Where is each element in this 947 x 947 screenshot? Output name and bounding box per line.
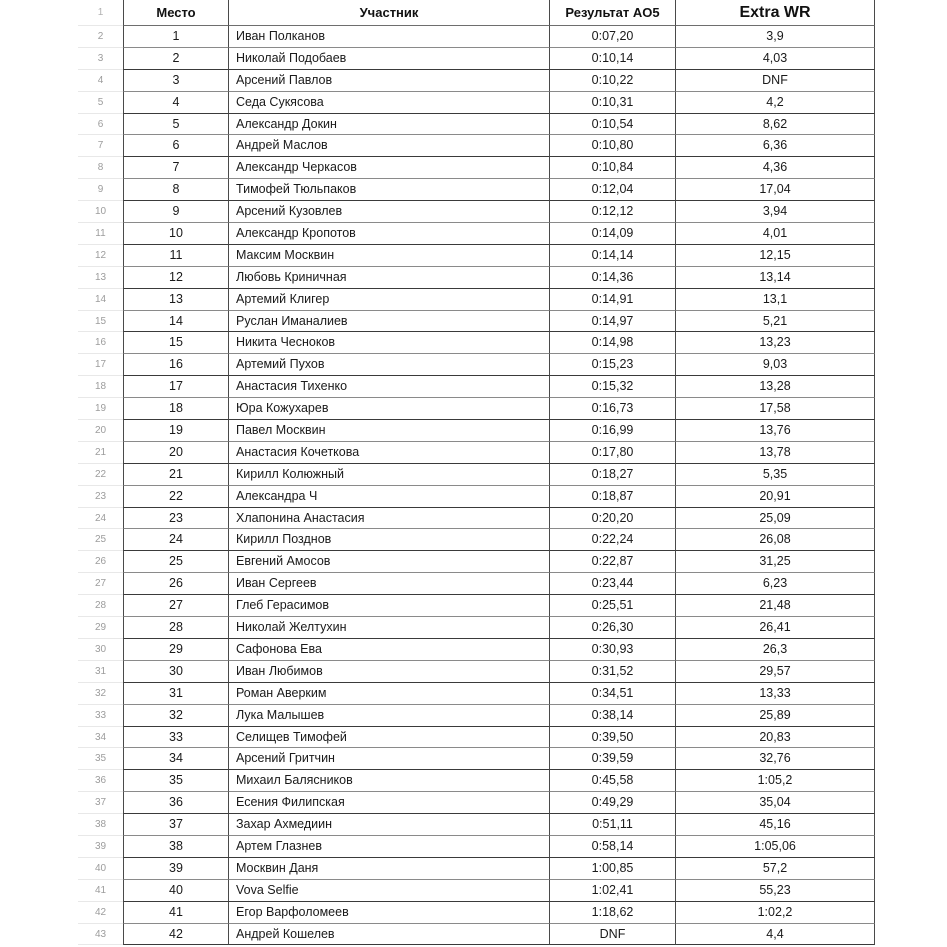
cell-place[interactable]: 13 xyxy=(123,289,229,311)
cell-result[interactable]: 0:26,30 xyxy=(550,617,676,639)
cell-result[interactable]: 0:10,54 xyxy=(550,114,676,136)
row-number-gutter-cell: 41 xyxy=(78,880,123,902)
cell-result[interactable]: 0:14,36 xyxy=(550,267,676,289)
row-number-gutter-cell: 11 xyxy=(78,223,123,245)
cell-result[interactable]: 0:58,14 xyxy=(550,836,676,858)
cell-participant[interactable]: Николай Подобаев xyxy=(229,48,550,70)
cell-result[interactable]: 0:39,59 xyxy=(550,748,676,770)
row-number-gutter-cell: 38 xyxy=(78,814,123,836)
cell-extra-wr[interactable]: 17,58 xyxy=(676,398,875,420)
cell-participant[interactable]: Артемий Клигер xyxy=(229,289,550,311)
cell-place[interactable]: 22 xyxy=(123,486,229,508)
row-number-gutter-cell: 8 xyxy=(78,157,123,179)
cell-result[interactable]: 0:30,93 xyxy=(550,639,676,661)
results-table xyxy=(78,0,876,945)
cell-place[interactable]: 9 xyxy=(123,201,229,223)
row-number-gutter-cell: 43 xyxy=(78,924,123,946)
cell-extra-wr[interactable]: 9,03 xyxy=(676,354,875,376)
cell-participant[interactable]: Иван Любимов xyxy=(229,661,550,683)
cell-participant[interactable]: Тимофей Тюльпаков xyxy=(229,179,550,201)
cell-result[interactable]: 0:38,14 xyxy=(550,705,676,727)
row-number-gutter-cell: 12 xyxy=(78,245,123,267)
row-number-gutter-cell: 40 xyxy=(78,858,123,880)
cell-result[interactable]: 0:14,98 xyxy=(550,332,676,354)
cell-extra-wr[interactable]: 45,16 xyxy=(676,814,875,836)
cell-participant[interactable]: Егор Варфоломеев xyxy=(229,902,550,924)
row-number-gutter-cell: 3 xyxy=(78,48,123,70)
cell-place[interactable]: 18 xyxy=(123,398,229,420)
row-number-gutter-cell: 37 xyxy=(78,792,123,814)
cell-extra-wr[interactable]: 3,94 xyxy=(676,201,875,223)
cell-extra-wr[interactable]: 55,23 xyxy=(676,880,875,902)
cell-place[interactable]: 19 xyxy=(123,420,229,442)
cell-extra-wr[interactable]: 26,08 xyxy=(676,529,875,551)
cell-extra-wr[interactable]: 5,35 xyxy=(676,464,875,486)
cell-extra-wr[interactable]: 32,76 xyxy=(676,748,875,770)
cell-result[interactable]: 0:23,44 xyxy=(550,573,676,595)
row-number-gutter-cell: 6 xyxy=(78,114,123,136)
cell-result[interactable]: 0:16,99 xyxy=(550,420,676,442)
cell-participant[interactable]: Кирилл Колюжный xyxy=(229,464,550,486)
cell-extra-wr[interactable]: 1:05,06 xyxy=(676,836,875,858)
cell-result[interactable]: 0:10,31 xyxy=(550,92,676,114)
cell-place[interactable]: 37 xyxy=(123,814,229,836)
cell-extra-wr[interactable]: 35,04 xyxy=(676,792,875,814)
cell-result[interactable]: 0:14,91 xyxy=(550,289,676,311)
cell-result[interactable]: 0:20,20 xyxy=(550,508,676,530)
cell-extra-wr[interactable]: 5,21 xyxy=(676,311,875,333)
row-number-gutter-cell: 4 xyxy=(78,70,123,92)
cell-place[interactable]: 12 xyxy=(123,267,229,289)
cell-place[interactable]: 23 xyxy=(123,508,229,530)
cell-extra-wr[interactable]: 20,91 xyxy=(676,486,875,508)
row-number-gutter-cell: 24 xyxy=(78,508,123,530)
row-number-gutter-cell: 42 xyxy=(78,902,123,924)
cell-participant[interactable]: Никита Чесноков xyxy=(229,332,550,354)
cell-place[interactable]: 20 xyxy=(123,442,229,464)
cell-participant[interactable]: Захар Ахмедиин xyxy=(229,814,550,836)
cell-result[interactable]: 0:10,84 xyxy=(550,157,676,179)
cell-place[interactable]: 38 xyxy=(123,836,229,858)
cell-place[interactable]: 33 xyxy=(123,727,229,749)
column-header-3[interactable]: Результат AO5 xyxy=(550,0,676,26)
cell-place[interactable]: 26 xyxy=(123,573,229,595)
cell-extra-wr[interactable]: 57,2 xyxy=(676,858,875,880)
cell-participant[interactable]: Александр Черкасов xyxy=(229,157,550,179)
cell-participant[interactable]: Арсений Кузовлев xyxy=(229,201,550,223)
cell-participant[interactable]: Юра Кожухарев xyxy=(229,398,550,420)
row-number-gutter-cell: 9 xyxy=(78,179,123,201)
cell-extra-wr[interactable]: 17,04 xyxy=(676,179,875,201)
cell-extra-wr[interactable]: 4,4 xyxy=(676,924,875,946)
cell-place[interactable]: 34 xyxy=(123,748,229,770)
cell-place[interactable]: 2 xyxy=(123,48,229,70)
cell-participant[interactable]: Vova Selfie xyxy=(229,880,550,902)
cell-participant[interactable]: Селищев Тимофей xyxy=(229,727,550,749)
cell-result[interactable]: 0:15,23 xyxy=(550,354,676,376)
row-number-gutter-cell: 35 xyxy=(78,748,123,770)
cell-place[interactable]: 6 xyxy=(123,135,229,157)
row-number-gutter-cell: 25 xyxy=(78,529,123,551)
cell-place[interactable]: 21 xyxy=(123,464,229,486)
row-number-gutter-cell: 10 xyxy=(78,201,123,223)
cell-extra-wr[interactable]: 1:05,2 xyxy=(676,770,875,792)
row-number-gutter-cell: 14 xyxy=(78,289,123,311)
cell-result[interactable]: 0:45,58 xyxy=(550,770,676,792)
cell-extra-wr[interactable]: 13,76 xyxy=(676,420,875,442)
cell-extra-wr[interactable]: 25,89 xyxy=(676,705,875,727)
cell-place[interactable]: 29 xyxy=(123,639,229,661)
cell-extra-wr[interactable]: 26,41 xyxy=(676,617,875,639)
row-number-gutter-cell: 30 xyxy=(78,639,123,661)
cell-participant[interactable]: Глеб Герасимов xyxy=(229,595,550,617)
row-number-gutter-cell: 2 xyxy=(78,26,123,48)
row-number-gutter-cell: 7 xyxy=(78,135,123,157)
cell-result[interactable]: 0:10,14 xyxy=(550,48,676,70)
cell-extra-wr[interactable]: 4,03 xyxy=(676,48,875,70)
cell-extra-wr[interactable]: 4,2 xyxy=(676,92,875,114)
row-number-gutter-cell: 39 xyxy=(78,836,123,858)
cell-place[interactable]: 30 xyxy=(123,661,229,683)
row-number-gutter-cell: 33 xyxy=(78,705,123,727)
cell-extra-wr[interactable]: 4,36 xyxy=(676,157,875,179)
cell-extra-wr[interactable]: 13,1 xyxy=(676,289,875,311)
cell-extra-wr[interactable]: 8,62 xyxy=(676,114,875,136)
cell-result[interactable]: 1:18,62 xyxy=(550,902,676,924)
cell-place[interactable]: 11 xyxy=(123,245,229,267)
cell-place[interactable]: 32 xyxy=(123,705,229,727)
cell-result[interactable]: 0:17,80 xyxy=(550,442,676,464)
cell-place[interactable]: 4 xyxy=(123,92,229,114)
cell-participant[interactable]: Максим Москвин xyxy=(229,245,550,267)
cell-result[interactable]: 0:15,32 xyxy=(550,376,676,398)
row-number-gutter-cell: 29 xyxy=(78,617,123,639)
cell-place[interactable]: 7 xyxy=(123,157,229,179)
cell-extra-wr[interactable]: 1:02,2 xyxy=(676,902,875,924)
row-number-gutter-cell: 1 xyxy=(78,0,123,26)
row-number-gutter-cell: 13 xyxy=(78,267,123,289)
cell-result[interactable]: 0:12,04 xyxy=(550,179,676,201)
cell-place[interactable]: 1 xyxy=(123,26,229,48)
cell-participant[interactable]: Анастасия Кочеткова xyxy=(229,442,550,464)
cell-result[interactable]: 1:02,41 xyxy=(550,880,676,902)
cell-participant[interactable]: Евгений Амосов xyxy=(229,551,550,573)
row-number-gutter-cell: 22 xyxy=(78,464,123,486)
cell-result[interactable]: 0:14,97 xyxy=(550,311,676,333)
row-number-gutter-cell: 18 xyxy=(78,376,123,398)
cell-participant[interactable]: Москвин Даня xyxy=(229,858,550,880)
cell-place[interactable]: 24 xyxy=(123,529,229,551)
cell-participant[interactable]: Анастасия Тихенко xyxy=(229,376,550,398)
cell-participant[interactable]: Иван Сергеев xyxy=(229,573,550,595)
cell-result[interactable]: 0:10,80 xyxy=(550,135,676,157)
cell-participant[interactable]: Артем Глазнев xyxy=(229,836,550,858)
cell-extra-wr[interactable]: 4,01 xyxy=(676,223,875,245)
row-number-gutter-cell: 36 xyxy=(78,770,123,792)
cell-participant[interactable]: Любовь Криничная xyxy=(229,267,550,289)
row-number-gutter-cell: 19 xyxy=(78,398,123,420)
cell-extra-wr[interactable]: 25,09 xyxy=(676,508,875,530)
cell-participant[interactable]: Сафонова Ева xyxy=(229,639,550,661)
cell-participant[interactable]: Андрей Кошелев xyxy=(229,924,550,946)
cell-participant[interactable]: Руслан Иманалиев xyxy=(229,311,550,333)
cell-participant[interactable]: Артемий Пухов xyxy=(229,354,550,376)
cell-result[interactable]: 0:34,51 xyxy=(550,683,676,705)
cell-place[interactable]: 27 xyxy=(123,595,229,617)
cell-participant[interactable]: Павел Москвин xyxy=(229,420,550,442)
cell-place[interactable]: 28 xyxy=(123,617,229,639)
cell-result[interactable]: 0:22,24 xyxy=(550,529,676,551)
cell-result[interactable]: 0:51,11 xyxy=(550,814,676,836)
cell-participant[interactable]: Роман Аверким xyxy=(229,683,550,705)
cell-participant[interactable]: Арсений Гритчин xyxy=(229,748,550,770)
column-header-4[interactable]: Extra WR xyxy=(676,0,875,26)
cell-place[interactable]: 17 xyxy=(123,376,229,398)
column-header-2[interactable]: Участник xyxy=(229,0,550,26)
cell-extra-wr[interactable]: 6,36 xyxy=(676,135,875,157)
row-number-gutter-cell: 31 xyxy=(78,661,123,683)
cell-participant[interactable]: Александр Докин xyxy=(229,114,550,136)
row-number-gutter-cell: 26 xyxy=(78,551,123,573)
cell-participant[interactable]: Иван Полканов xyxy=(229,26,550,48)
column-header-1[interactable]: Место xyxy=(123,0,229,26)
row-number-gutter-cell: 15 xyxy=(78,311,123,333)
cell-extra-wr[interactable]: 13,33 xyxy=(676,683,875,705)
row-number-gutter-cell: 16 xyxy=(78,332,123,354)
cell-place[interactable]: 41 xyxy=(123,902,229,924)
cell-extra-wr[interactable]: 13,23 xyxy=(676,332,875,354)
cell-result[interactable]: 0:22,87 xyxy=(550,551,676,573)
cell-place[interactable]: 3 xyxy=(123,70,229,92)
cell-place[interactable]: 25 xyxy=(123,551,229,573)
cell-result[interactable]: 0:07,20 xyxy=(550,26,676,48)
cell-result[interactable]: 0:16,73 xyxy=(550,398,676,420)
cell-place[interactable]: 10 xyxy=(123,223,229,245)
cell-place[interactable]: 35 xyxy=(123,770,229,792)
cell-result[interactable]: 0:18,27 xyxy=(550,464,676,486)
cell-place[interactable]: 40 xyxy=(123,880,229,902)
cell-extra-wr[interactable]: 3,9 xyxy=(676,26,875,48)
cell-place[interactable]: 36 xyxy=(123,792,229,814)
cell-place[interactable]: 8 xyxy=(123,179,229,201)
cell-place[interactable]: 5 xyxy=(123,114,229,136)
cell-participant[interactable]: Есения Филипская xyxy=(229,792,550,814)
cell-extra-wr[interactable]: DNF xyxy=(676,70,875,92)
cell-extra-wr[interactable]: 26,3 xyxy=(676,639,875,661)
cell-place[interactable]: 15 xyxy=(123,332,229,354)
cell-result[interactable]: 0:31,52 xyxy=(550,661,676,683)
cell-extra-wr[interactable]: 20,83 xyxy=(676,727,875,749)
cell-result[interactable]: 0:39,50 xyxy=(550,727,676,749)
cell-result[interactable]: 0:14,14 xyxy=(550,245,676,267)
cell-participant[interactable]: Михаил Балясников xyxy=(229,770,550,792)
cell-participant[interactable]: Александр Кропотов xyxy=(229,223,550,245)
cell-participant[interactable]: Арсений Павлов xyxy=(229,70,550,92)
cell-extra-wr[interactable]: 6,23 xyxy=(676,573,875,595)
cell-result[interactable]: 0:18,87 xyxy=(550,486,676,508)
cell-participant[interactable]: Седа Сукясова xyxy=(229,92,550,114)
cell-extra-wr[interactable]: 13,78 xyxy=(676,442,875,464)
cell-result[interactable]: 0:25,51 xyxy=(550,595,676,617)
cell-result[interactable]: 0:12,12 xyxy=(550,201,676,223)
cell-result[interactable]: DNF xyxy=(550,924,676,946)
cell-extra-wr[interactable]: 12,15 xyxy=(676,245,875,267)
cell-result[interactable]: 0:10,22 xyxy=(550,70,676,92)
cell-extra-wr[interactable]: 29,57 xyxy=(676,661,875,683)
cell-place[interactable]: 42 xyxy=(123,924,229,946)
cell-result[interactable]: 0:14,09 xyxy=(550,223,676,245)
row-number-gutter-cell: 20 xyxy=(78,420,123,442)
cell-extra-wr[interactable]: 13,14 xyxy=(676,267,875,289)
row-number-gutter-cell: 28 xyxy=(78,595,123,617)
cell-place[interactable]: 39 xyxy=(123,858,229,880)
cell-participant[interactable]: Лука Малышев xyxy=(229,705,550,727)
cell-result[interactable]: 0:49,29 xyxy=(550,792,676,814)
cell-result[interactable]: 1:00,85 xyxy=(550,858,676,880)
row-number-gutter-cell: 17 xyxy=(78,354,123,376)
row-number-gutter-cell: 27 xyxy=(78,573,123,595)
cell-participant[interactable]: Николай Желтухин xyxy=(229,617,550,639)
cell-participant[interactable]: Кирилл Позднов xyxy=(229,529,550,551)
cell-extra-wr[interactable]: 13,28 xyxy=(676,376,875,398)
row-number-gutter-cell: 23 xyxy=(78,486,123,508)
row-number-gutter-cell: 34 xyxy=(78,727,123,749)
cell-extra-wr[interactable]: 31,25 xyxy=(676,551,875,573)
row-number-gutter-cell: 21 xyxy=(78,442,123,464)
cell-participant[interactable]: Хлапонина Анастасия xyxy=(229,508,550,530)
cell-place[interactable]: 14 xyxy=(123,311,229,333)
cell-participant[interactable]: Андрей Маслов xyxy=(229,135,550,157)
cell-extra-wr[interactable]: 21,48 xyxy=(676,595,875,617)
row-number-gutter-cell: 32 xyxy=(78,683,123,705)
cell-participant[interactable]: Александра Ч xyxy=(229,486,550,508)
cell-place[interactable]: 31 xyxy=(123,683,229,705)
cell-place[interactable]: 16 xyxy=(123,354,229,376)
row-number-gutter-cell: 5 xyxy=(78,92,123,114)
